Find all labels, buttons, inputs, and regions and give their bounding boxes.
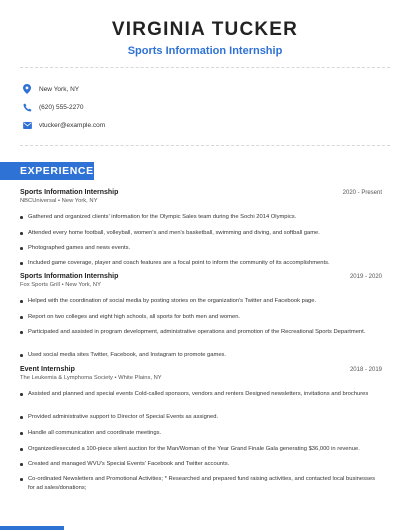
bullet-item: Co-ordinated Newsletters and Promotional Activities; * Researched and prepared fund raising activities, and contacted local businesses for ad sales/donations;: [20, 475, 382, 492]
job-company-line: Fox Sports Grill • New York, NY: [20, 282, 101, 288]
bullet-item: Provided administrative support to Director of Special Events as assigned.: [20, 413, 382, 422]
job-company-line: The Leukemia & Lymphoma Society • White Plains, NY: [20, 375, 162, 381]
job-bullets: [20, 351, 382, 360]
next-section-bar: [0, 526, 64, 530]
bullet-item: Used social media sites Twitter, Facebook, and Instagram to promote games.: [20, 351, 382, 360]
job-title: Sports Information Internship: [20, 189, 119, 196]
bullet-item: Report on two colleges and eight high schools, all sports for both men and women.: [20, 313, 382, 322]
contact-phone: [22, 101, 83, 113]
job-entry: [20, 273, 382, 288]
job-company: NBCUniversal: [20, 198, 57, 204]
job-bullets: [20, 297, 382, 306]
job-company-line: NBCUniversal • New York, NY: [20, 198, 98, 204]
job-location: New York, NY: [61, 198, 98, 204]
candidate-name: VIRGINIA TUCKER: [111, 19, 299, 40]
job-bullets: [20, 229, 382, 238]
job-dates: 2020 - Present: [342, 190, 382, 196]
bullet-item: Handle all communication and coordinate meetings.: [20, 429, 382, 438]
job-bullets: [20, 313, 382, 322]
job-entry: [20, 366, 382, 381]
bullet-item: Photographed games and news events.: [20, 244, 382, 253]
bullet-item: Gathered and organized clients' information for the Olympic Sales team during the Sochi 2014 Olympics.: [20, 213, 382, 222]
job-dates: 2019 - 2020: [349, 274, 382, 280]
resume-header: [0, 0, 410, 58]
bullet-item: Created and managed WVU's Special Events' Facebook and Twitter accounts.: [20, 460, 382, 469]
job-bullets: [20, 244, 382, 253]
contact-divider: [20, 145, 390, 146]
bullet-item: Assisted and planned and special events Cold-called sponsors, vendors and renters Designed newsletters, invitations and brochures: [20, 390, 382, 399]
contact-location-text: New York, NY: [39, 85, 80, 93]
bullet-item: Organized/executed a 100-piece silent auction for the Man/Woman of the Year Grand Finale Gala generating $36,000 in revenue.: [20, 445, 382, 454]
job-title: Sports Information Internship: [20, 273, 119, 280]
bullet-item: Attended every home football, volleyball, women's and men's basketball, swimming and diving, and softball game.: [20, 229, 382, 238]
job-entry: [20, 189, 382, 204]
contact-phone-text: (620) 555-2270: [39, 103, 84, 111]
job-bullets: [20, 390, 382, 399]
job-bullets: [20, 475, 382, 492]
job-dates: 2018 - 2019: [349, 367, 382, 373]
job-company: Fox Sports Grill: [20, 282, 60, 288]
job-bullets: [20, 413, 382, 422]
job-bullets: [20, 213, 382, 222]
bullet-item: Helped with the coordination of social media by posting stories on the organization's Twitter and Facebook page.: [20, 297, 382, 306]
location-pin-icon: [22, 84, 32, 94]
bullet-item: Participated and assisted in program development, administrative operations and promotion of the Recreational Sports Department.: [20, 328, 382, 337]
contact-email-text[interactable]: vtucker@example.com: [39, 121, 106, 129]
job-bullets: [20, 328, 382, 337]
contact-location: [22, 83, 79, 95]
contact-email[interactable]: [22, 119, 105, 131]
phone-icon: [22, 102, 32, 112]
job-location: New York, NY: [65, 282, 101, 288]
job-company: The Leukemia & Lymphoma Society: [20, 375, 113, 381]
job-bullets: [20, 259, 382, 268]
job-bullets: [20, 460, 382, 469]
job-bullets: [20, 445, 382, 454]
job-location: White Plains, NY: [118, 375, 162, 381]
email-icon: [22, 120, 32, 130]
job-bullets: [20, 429, 382, 438]
header-divider: [20, 67, 390, 68]
bullet-item: Included game coverage, player and coach features are a focal point to inform the community of its accomplishments.: [20, 259, 382, 268]
candidate-role: Sports Information Internship: [127, 45, 283, 57]
experience-heading: EXPERIENCE: [0, 162, 94, 180]
job-title: Event Internship: [20, 366, 75, 373]
